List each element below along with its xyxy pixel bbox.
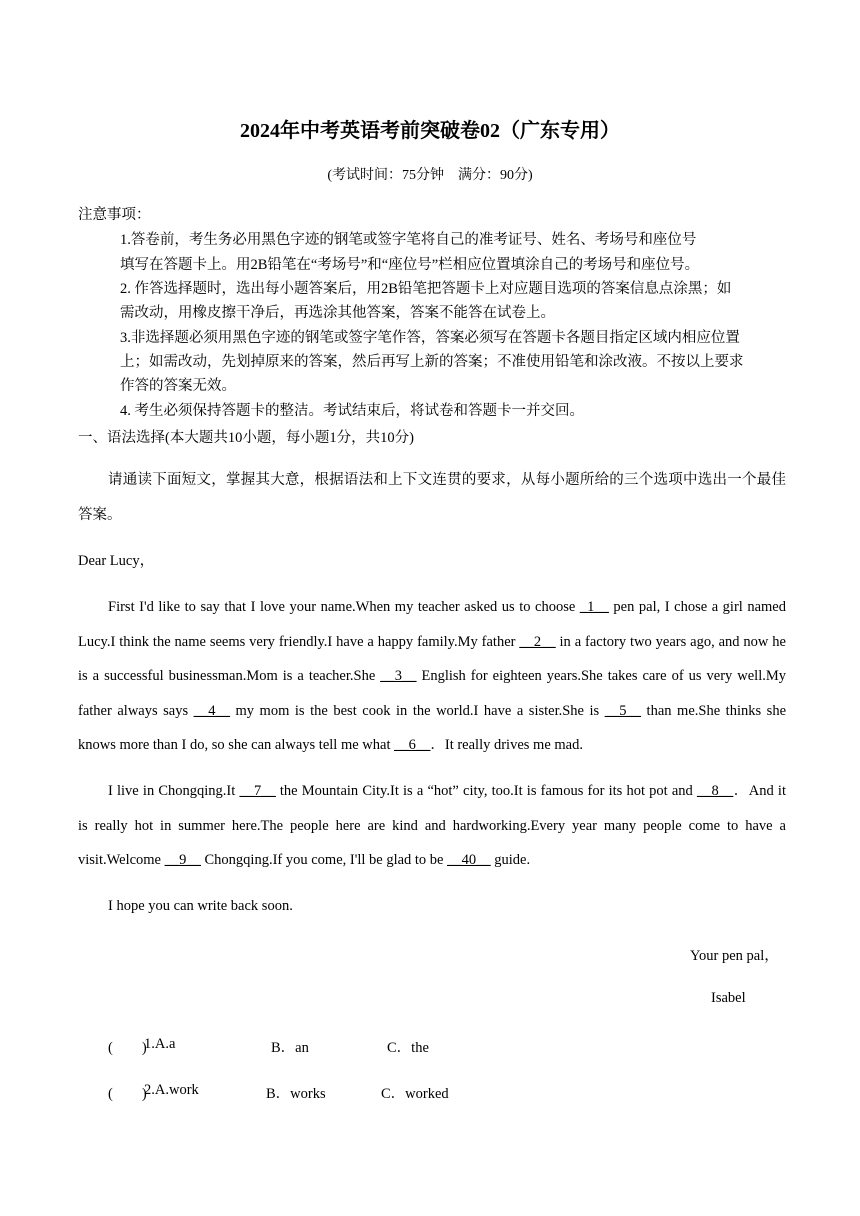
passage-text: ．And it is really hot in summer here.The people here are kind and hardworking.Every year many people come to have a visit.Welcome — [78, 783, 786, 868]
question-1-option-a[interactable]: 1.A.a — [144, 1036, 176, 1052]
note-line: 1.答卷前，考生务必用黑色字迹的钢笔或签字笔将自己的准考证号、姓名、考场号和座位号 — [120, 232, 697, 248]
passage-text: the Mountain City.It is a “hot” city, too.It is famous for its hot pot and — [275, 783, 697, 799]
blank-6: __6__ — [394, 737, 431, 753]
letter-greeting: Dear Lucy， — [78, 553, 155, 569]
letter-closing: Your pen pal， — [690, 948, 779, 964]
passage-text: Chongqing.If you come, I'll be glad to be — [200, 852, 448, 868]
section-instruction: 请通读下面短文，掌握其大意，根据语法和上下文连贯的要求，从每小题所给的三个选项中选出一个最佳答案。 — [78, 472, 786, 523]
passage-text: pen pal, I chose a girl named Lucy.I think the name seems very friendly.I have a happy family.My father — [78, 599, 786, 650]
blank-7: __7__ — [239, 783, 276, 799]
question-2-answer-bracket[interactable]: ( ) — [108, 1086, 147, 1102]
note-line: 填写在答题卡上。用2B铅笔在“考场号”和“座位号”栏相应位置填涂自己的考场号和座位号。 — [120, 257, 700, 273]
passage-text: ．It really drives me mad. — [430, 737, 583, 753]
blank-1: _1__ — [579, 599, 609, 615]
question-2-option-a[interactable]: 2.A.work — [144, 1082, 199, 1098]
blank-4: __4__ — [193, 702, 230, 719]
note-line: 4. 考生必须保持答题卡的整洁。考试结束后，将试卷和答题卡一并交回。 — [120, 403, 584, 419]
blank-10: __40__ — [447, 852, 491, 868]
question-1-option-c[interactable]: C．the — [387, 1040, 429, 1056]
blank-8: __8__ — [696, 783, 734, 799]
letter-paragraph-2 — [78, 774, 786, 878]
blank-9: __9__ — [164, 852, 201, 868]
note-line: 作答的答案无效。 — [120, 378, 236, 394]
page-title: 2024年中考英语考前突破卷02（广东专用） — [240, 120, 620, 142]
notes-heading: 注意事项： — [78, 207, 151, 223]
letter-signature: Isabel — [711, 990, 746, 1006]
section-heading: 一、语法选择(本大题共10小题，每小题1分，共10分) — [78, 430, 414, 446]
note-line: 3.非选择题必须用黑色字迹的钢笔或签字笔作答，答案必须写在答题卡各题目指定区域内相应位置 — [120, 330, 740, 346]
blank-2: __2__ — [519, 633, 556, 650]
passage-text: First I'd like to say that I love your name.When my teacher asked us to choose — [108, 599, 580, 615]
passage-text: English for eighteen years.She takes care of us very well.My father always says — [78, 668, 786, 719]
exam-info: (考试时间：75分钟 满分：90分) — [327, 168, 533, 183]
letter-paragraph-3: I hope you can write back soon. — [108, 898, 293, 914]
passage-text: than me.She thinks she knows more than I do, so she can always tell me what — [78, 702, 787, 753]
note-line: 2. 作答选择题时，选出每小题答案后，用2B铅笔把答题卡上对应题目选项的答案信息点涂黑；如 — [120, 281, 732, 297]
passage-text: in a factory two years ago, and now he is a successful businessman.Mom is a teacher.She — [78, 633, 786, 684]
blank-3: __3__ — [380, 668, 417, 684]
question-2-option-c[interactable]: C．worked — [381, 1086, 449, 1102]
question-2-option-b[interactable]: B．works — [266, 1086, 326, 1102]
letter-paragraph-1 — [78, 590, 786, 763]
note-line: 上；如需改动，先划掉原来的答案，然后再写上新的答案；不准使用铅笔和涂改液。不按以上要求 — [120, 354, 744, 370]
note-line: 需改动，用橡皮擦干净后，再选涂其他答案，答案不能答在试卷上。 — [120, 305, 555, 321]
question-1-answer-bracket[interactable]: ( ) — [108, 1040, 147, 1056]
blank-5: __5__ — [604, 702, 641, 719]
passage-text: guide. — [490, 852, 531, 868]
passage-text: I live in Chongqing.It — [108, 783, 240, 799]
passage-text: my mom is the best cook in the world.I have a sister.She is — [229, 702, 605, 719]
question-1-option-b[interactable]: B．an — [271, 1040, 309, 1056]
